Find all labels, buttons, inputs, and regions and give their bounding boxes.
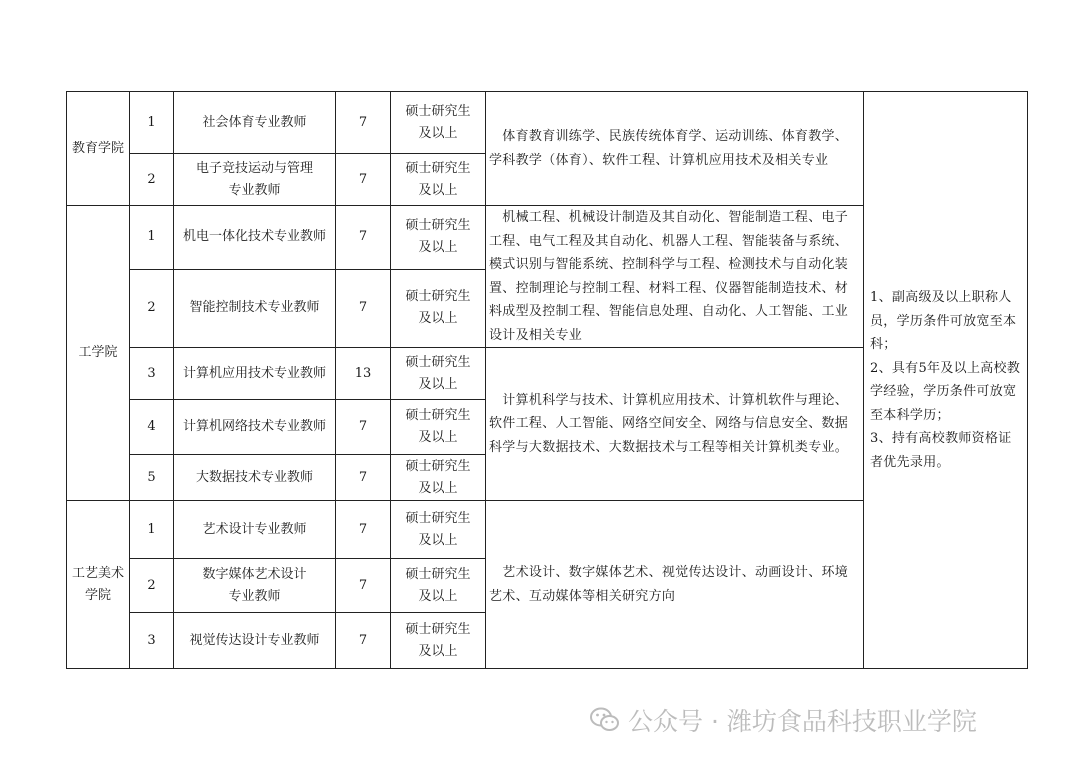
education-requirement: 硕士研究生 及以上 [391,92,486,154]
row-number: 1 [130,501,174,559]
headcount: 7 [336,92,391,154]
education-requirement: 硕士研究生 及以上 [391,206,486,270]
wechat-icon [590,707,620,733]
major-requirement: 计算机科学与技术、计算机应用技术、计算机软件与理论、软件工程、人工智能、网络空间安全、网络与信息安全、数据科学与大数据技术、大数据技术与工程等相关计算机类专业。 [486,348,864,501]
row-number: 4 [130,400,174,455]
row-number: 2 [130,559,174,613]
major-requirement: 体育教育训练学、民族传统体育学、运动训练、体育教学、学科教学（体育）、软件工程、计算机应用技术及相关专业 [486,92,864,206]
position-name: 电子竞技运动与管理 专业教师 [174,154,336,206]
headcount: 13 [336,348,391,400]
row-number: 3 [130,348,174,400]
row-number: 2 [130,269,174,347]
college-cell: 工艺美术 学院 [67,501,130,669]
position-name: 计算机网络技术专业教师 [174,400,336,455]
position-name: 数字媒体艺术设计 专业教师 [174,559,336,613]
education-requirement: 硕士研究生 及以上 [391,154,486,206]
education-requirement: 硕士研究生 及以上 [391,559,486,613]
headcount: 7 [336,400,391,455]
recruitment-table [66,91,1028,669]
education-requirement: 硕士研究生 及以上 [391,269,486,347]
education-requirement: 硕士研究生 及以上 [391,501,486,559]
watermark [590,700,977,740]
row-number: 1 [130,206,174,270]
table-row [67,92,1028,154]
position-name: 艺术设计专业教师 [174,501,336,559]
position-name: 计算机应用技术专业教师 [174,348,336,400]
education-requirement: 硕士研究生 及以上 [391,455,486,501]
position-name: 机电一体化技术专业教师 [174,206,336,270]
headcount: 7 [336,269,391,347]
position-name: 社会体育专业教师 [174,92,336,154]
row-number: 3 [130,613,174,669]
education-requirement: 硕士研究生 及以上 [391,400,486,455]
headcount: 7 [336,455,391,501]
major-requirement: 艺术设计、数字媒体艺术、视觉传达设计、动画设计、环境艺术、互动媒体等相关研究方向 [486,501,864,669]
watermark-text: 公众号 · 潍坊食品科技职业学院 [628,707,977,736]
major-requirement: 机械工程、机械设计制造及其自动化、智能制造工程、电子工程、电气工程及其自动化、机器人工程、智能装备与系统、模式识别与智能系统、控制科学与工程、检测技术与自动化装置、控制理论与控制工程、材料工程、仪器智能制造技术、材料成型及控制工程、智能信息处理、自动化、人工智能、工业设计及相关专业 [486,206,864,348]
college-cell: 教育学院 [67,92,130,206]
position-name: 大数据技术专业教师 [174,455,336,501]
row-number: 5 [130,455,174,501]
college-cell: 工学院 [67,206,130,501]
row-number: 1 [130,92,174,154]
education-requirement: 硕士研究生 及以上 [391,613,486,669]
position-name: 视觉传达设计专业教师 [174,613,336,669]
headcount: 7 [336,206,391,270]
headcount: 7 [336,613,391,669]
other-conditions: 1、副高级及以上职称人员，学历条件可放宽至本科； 2、具有5年及以上高校教学经验，学历条件可放宽至本科学历； 3、持有高校教师资格证者优先录用。 [864,92,1028,669]
row-number: 2 [130,154,174,206]
education-requirement: 硕士研究生 及以上 [391,348,486,400]
headcount: 7 [336,559,391,613]
position-name: 智能控制技术专业教师 [174,269,336,347]
headcount: 7 [336,154,391,206]
headcount: 7 [336,501,391,559]
